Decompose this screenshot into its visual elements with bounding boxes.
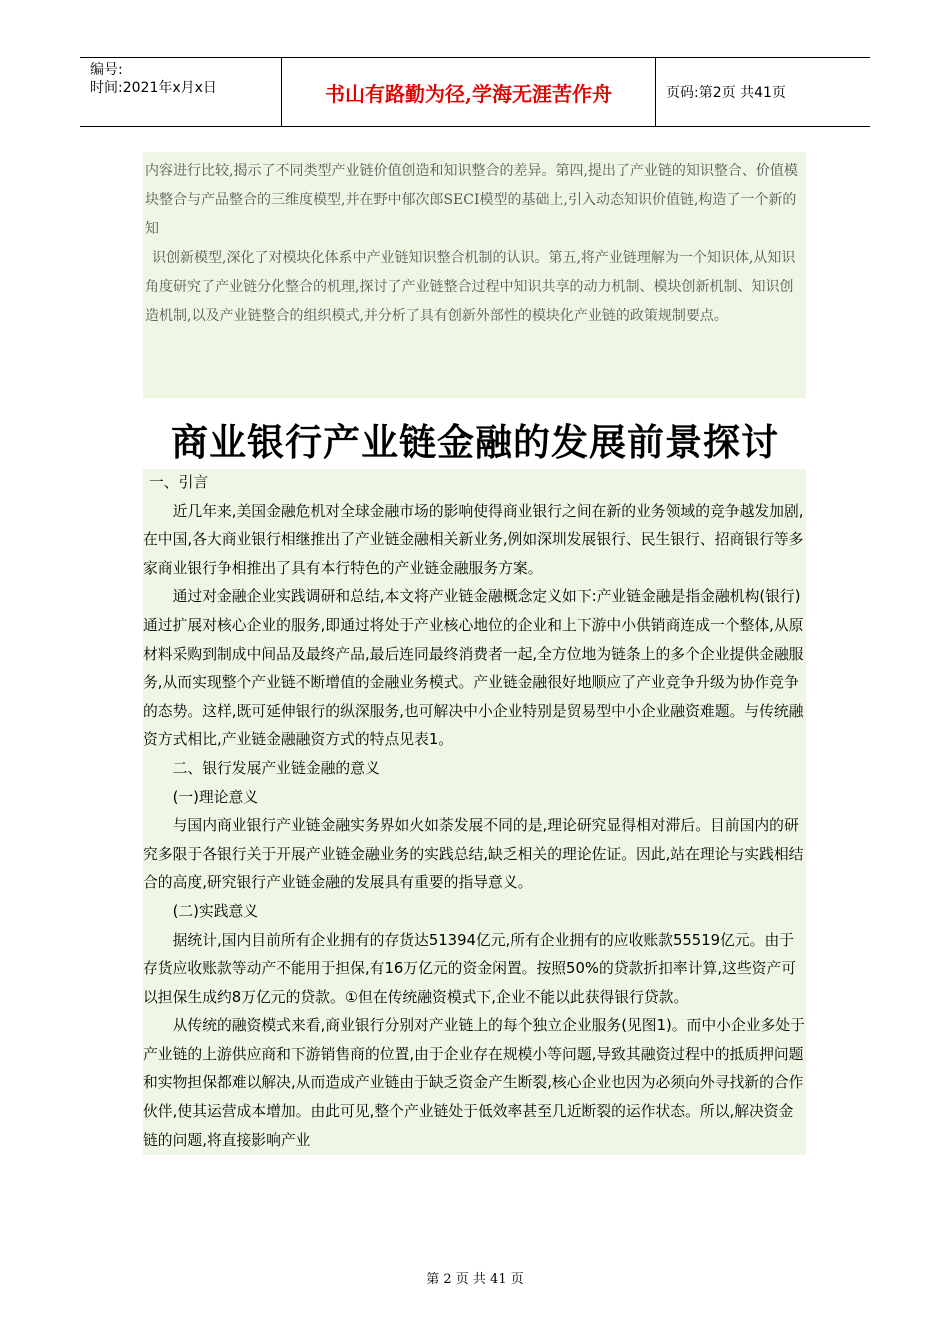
section-heading: 一、引言: [143, 469, 806, 498]
subsection-heading: (一)理论意义: [143, 784, 806, 813]
header-meta: [80, 58, 282, 126]
time-label: 时间:2021年x月x日: [90, 80, 217, 96]
article-body: [143, 469, 806, 1155]
header-motto: 书山有路勤为径,学海无涯苦作舟: [282, 58, 656, 126]
article-title: 商业银行产业链金融的发展前景探讨: [171, 421, 779, 464]
abstract-paragraph: 内容进行比较,揭示了不同类型产业链价值创造和知识整合的差异。第四,提出了产业链的知识整合、价值模块整合与产品整合的三维度模型,并在野中郁次郎SECI模型的基础上,引入动态知识价值链,构造了一个新的知: [145, 163, 798, 237]
paragraph: 近几年来,美国金融危机对全球金融市场的影响使得商业银行之间在新的业务领域的竞争越发加剧,在中国,各大商业银行相继推出了产业链金融相关新业务,例如深圳发展银行、民生银行、招商银行等多家商业银行争相推出了具有本行特色的产业链金融服务方案。: [143, 498, 806, 584]
page-header: [80, 57, 870, 127]
abstract-paragraph: 识创新模型,深化了对模块化体系中产业链知识整合机制的认识。第五,将产业链理解为一个知识体,从知识角度研究了产业链分化整合的机理,探讨了产业链整合过程中知识共享的动力机制、模块创新机制、知识创造机制,以及产业链整合的组织模式,并分析了具有创新外部性的模块化产业链的政策规制要点。: [145, 250, 796, 324]
paragraph: 从传统的融资模式来看,商业银行分别对产业链上的每个独立企业服务(见图1)。而中小企业多处于产业链的上游供应商和下游销售商的位置,由于企业存在规模小等问题,导致其融资过程中的抵质押问题和实物担保都难以解决,从而造成产业链由于缺乏资金产生断裂,核心企业也因为必须向外寻找新的合作伙伴,使其运营成本增加。由此可见,整个产业链处于低效率甚至几近断裂的运作状态。所以,解决资金链的问题,将直接影响产业: [143, 1012, 806, 1155]
paragraph: 据统计,国内目前所有企业拥有的存货达51394亿元,所有企业拥有的应收账款55519亿元。由于存货应收账款等动产不能用于担保,有16万亿元的资金闲置。按照50%的贷款折扣率计算,这些资产可以担保生成约8万亿元的贷款。①但在传统融资模式下,企业不能以此获得银行贷款。: [143, 927, 806, 1013]
paragraph: 通过对金融企业实践调研和总结,本文将产业链金融概念定义如下:产业链金融是指金融机构(银行)通过扩展对核心企业的服务,即通过将处于产业核心地位的企业和上下游中小供销商连成一个整体,从原材料采购到制成中间品及最终产品,最后连同最终消费者一起,全方位地为链条上的多个企业提供金融服务,从而实现整个产业链不断增值的金融业务模式。产业链金融很好地顺应了产业竞争升级为协作竞争的态势。这样,既可延伸银行的纵深服务,也可解决中小企业特别是贸易型中小企业融资难题。与传统融资方式相比,产业链金融融资方式的特点见表1。: [143, 583, 806, 755]
page-footer: 第 2 页 共 41 页: [426, 1272, 524, 1287]
number-label: 编号:: [90, 62, 123, 78]
section-heading: 二、银行发展产业链金融的意义: [143, 755, 806, 784]
abstract-block: [143, 152, 806, 398]
paragraph: 与国内商业银行产业链金融实务界如火如荼发展不同的是,理论研究显得相对滞后。目前国内的研究多限于各银行关于开展产业链金融业务的实践总结,缺乏相关的理论佐证。因此,站在理论与实践相结合的高度,研究银行产业链金融的发展具有重要的指导意义。: [143, 812, 806, 898]
subsection-heading: (二)实践意义: [143, 898, 806, 927]
header-page-info: 页码:第2页 共41页: [666, 85, 786, 101]
